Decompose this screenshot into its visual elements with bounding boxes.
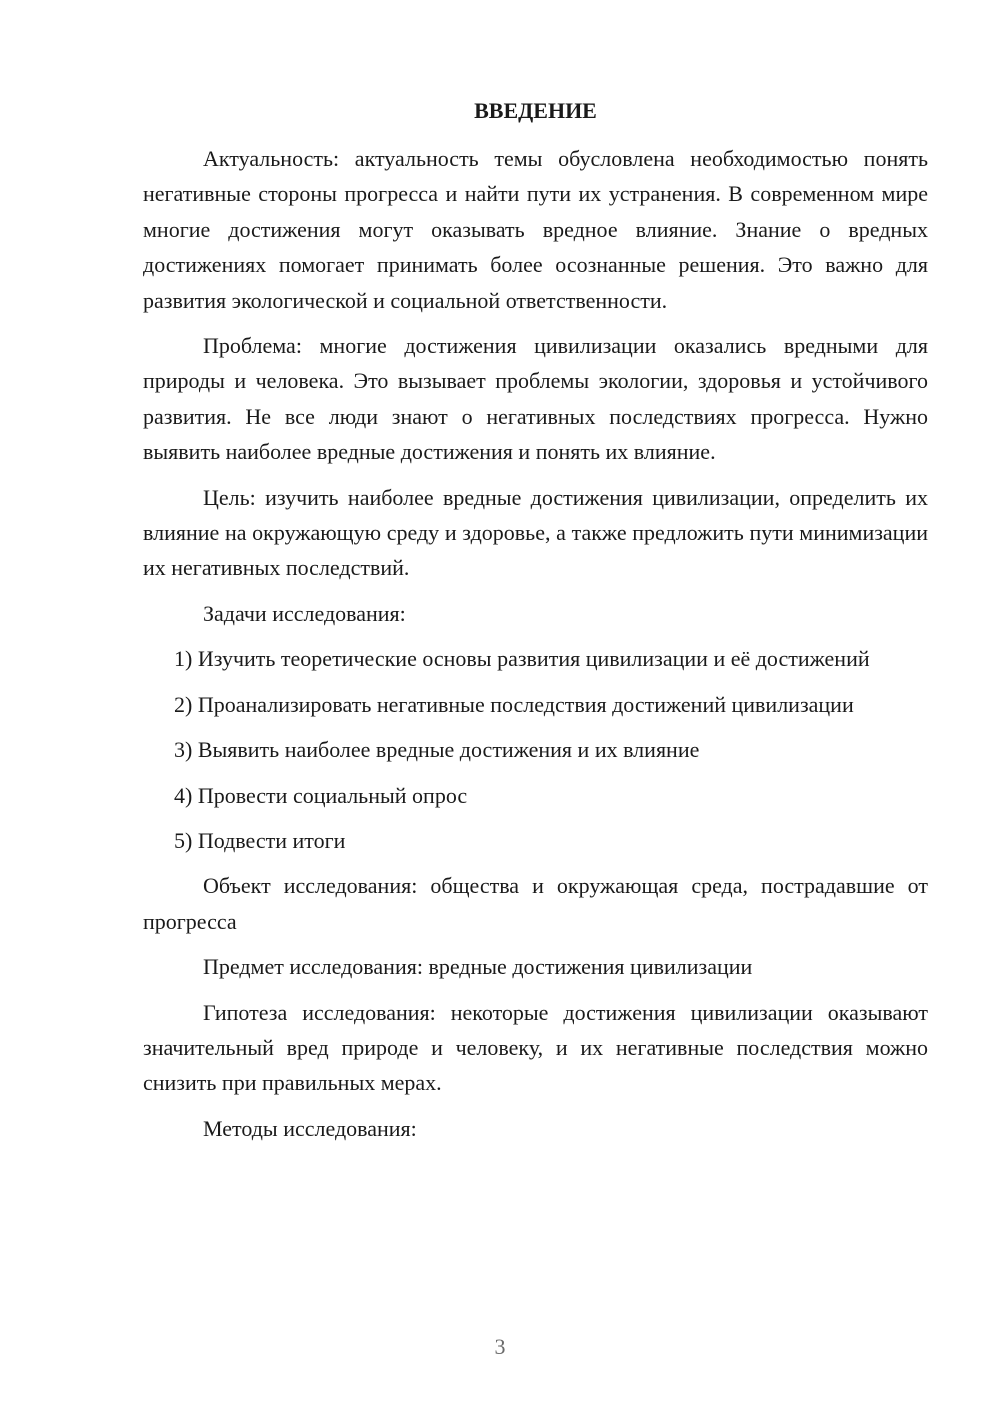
goal-paragraph: Цель: изучить наиболее вредные достижения цивилизации, определить их влияние на окружающую среду и здоровье, а также предложить пути минимизации их негативных последствий. <box>143 484 928 581</box>
tasks-heading: Задачи исследования: <box>203 600 406 626</box>
problem-paragraph: Проблема: многие достижения цивилизации оказались вредными для природы и человека. Это вызывает проблемы экологии, здоровья и устойчивого развития. Не все люди знают о негативных последствиях прогресса. Нужно выявить наиболее вредные достижения и понять их влияние. <box>143 333 928 465</box>
task-item: 3) Выявить наиболее вредные достижения и их влияние <box>174 737 700 763</box>
task-item: 4) Провести социальный опрос <box>174 782 468 808</box>
methods-paragraph: Методы исследования: <box>203 1115 417 1141</box>
task-item: 1) Изучить теоретические основы развития цивилизации и её достижений <box>174 646 870 672</box>
page-title: ВВЕДЕНИЕ <box>474 98 597 123</box>
document-body <box>143 141 928 1146</box>
task-item: 2) Проанализировать негативные последствия достижений цивилизации <box>174 691 854 717</box>
task-item: 5) Подвести итоги <box>174 827 346 853</box>
object-paragraph: Объект исследования: общества и окружающая среда, пострадавшие от прогресса <box>143 873 928 934</box>
page-number: 3 <box>494 1334 506 1359</box>
subject-paragraph: Предмет исследования: вредные достижения цивилизации <box>203 954 753 980</box>
hypothesis-paragraph: Гипотеза исследования: некоторые достижения цивилизации оказывают значительный вред природе и человеку, и их негативные последствия можно снизить при правильных мерах. <box>143 999 928 1096</box>
relevance-paragraph: Актуальность: актуальность темы обусловлена необходимостью понять негативные стороны прогресса и найти пути их устранения. В современном мире многие достижения могут оказывать вредное влияние. Знание о вредных достижениях помогает принимать более осознанные решения. Это важно для развития экологической и социальной ответственности. <box>143 146 928 313</box>
